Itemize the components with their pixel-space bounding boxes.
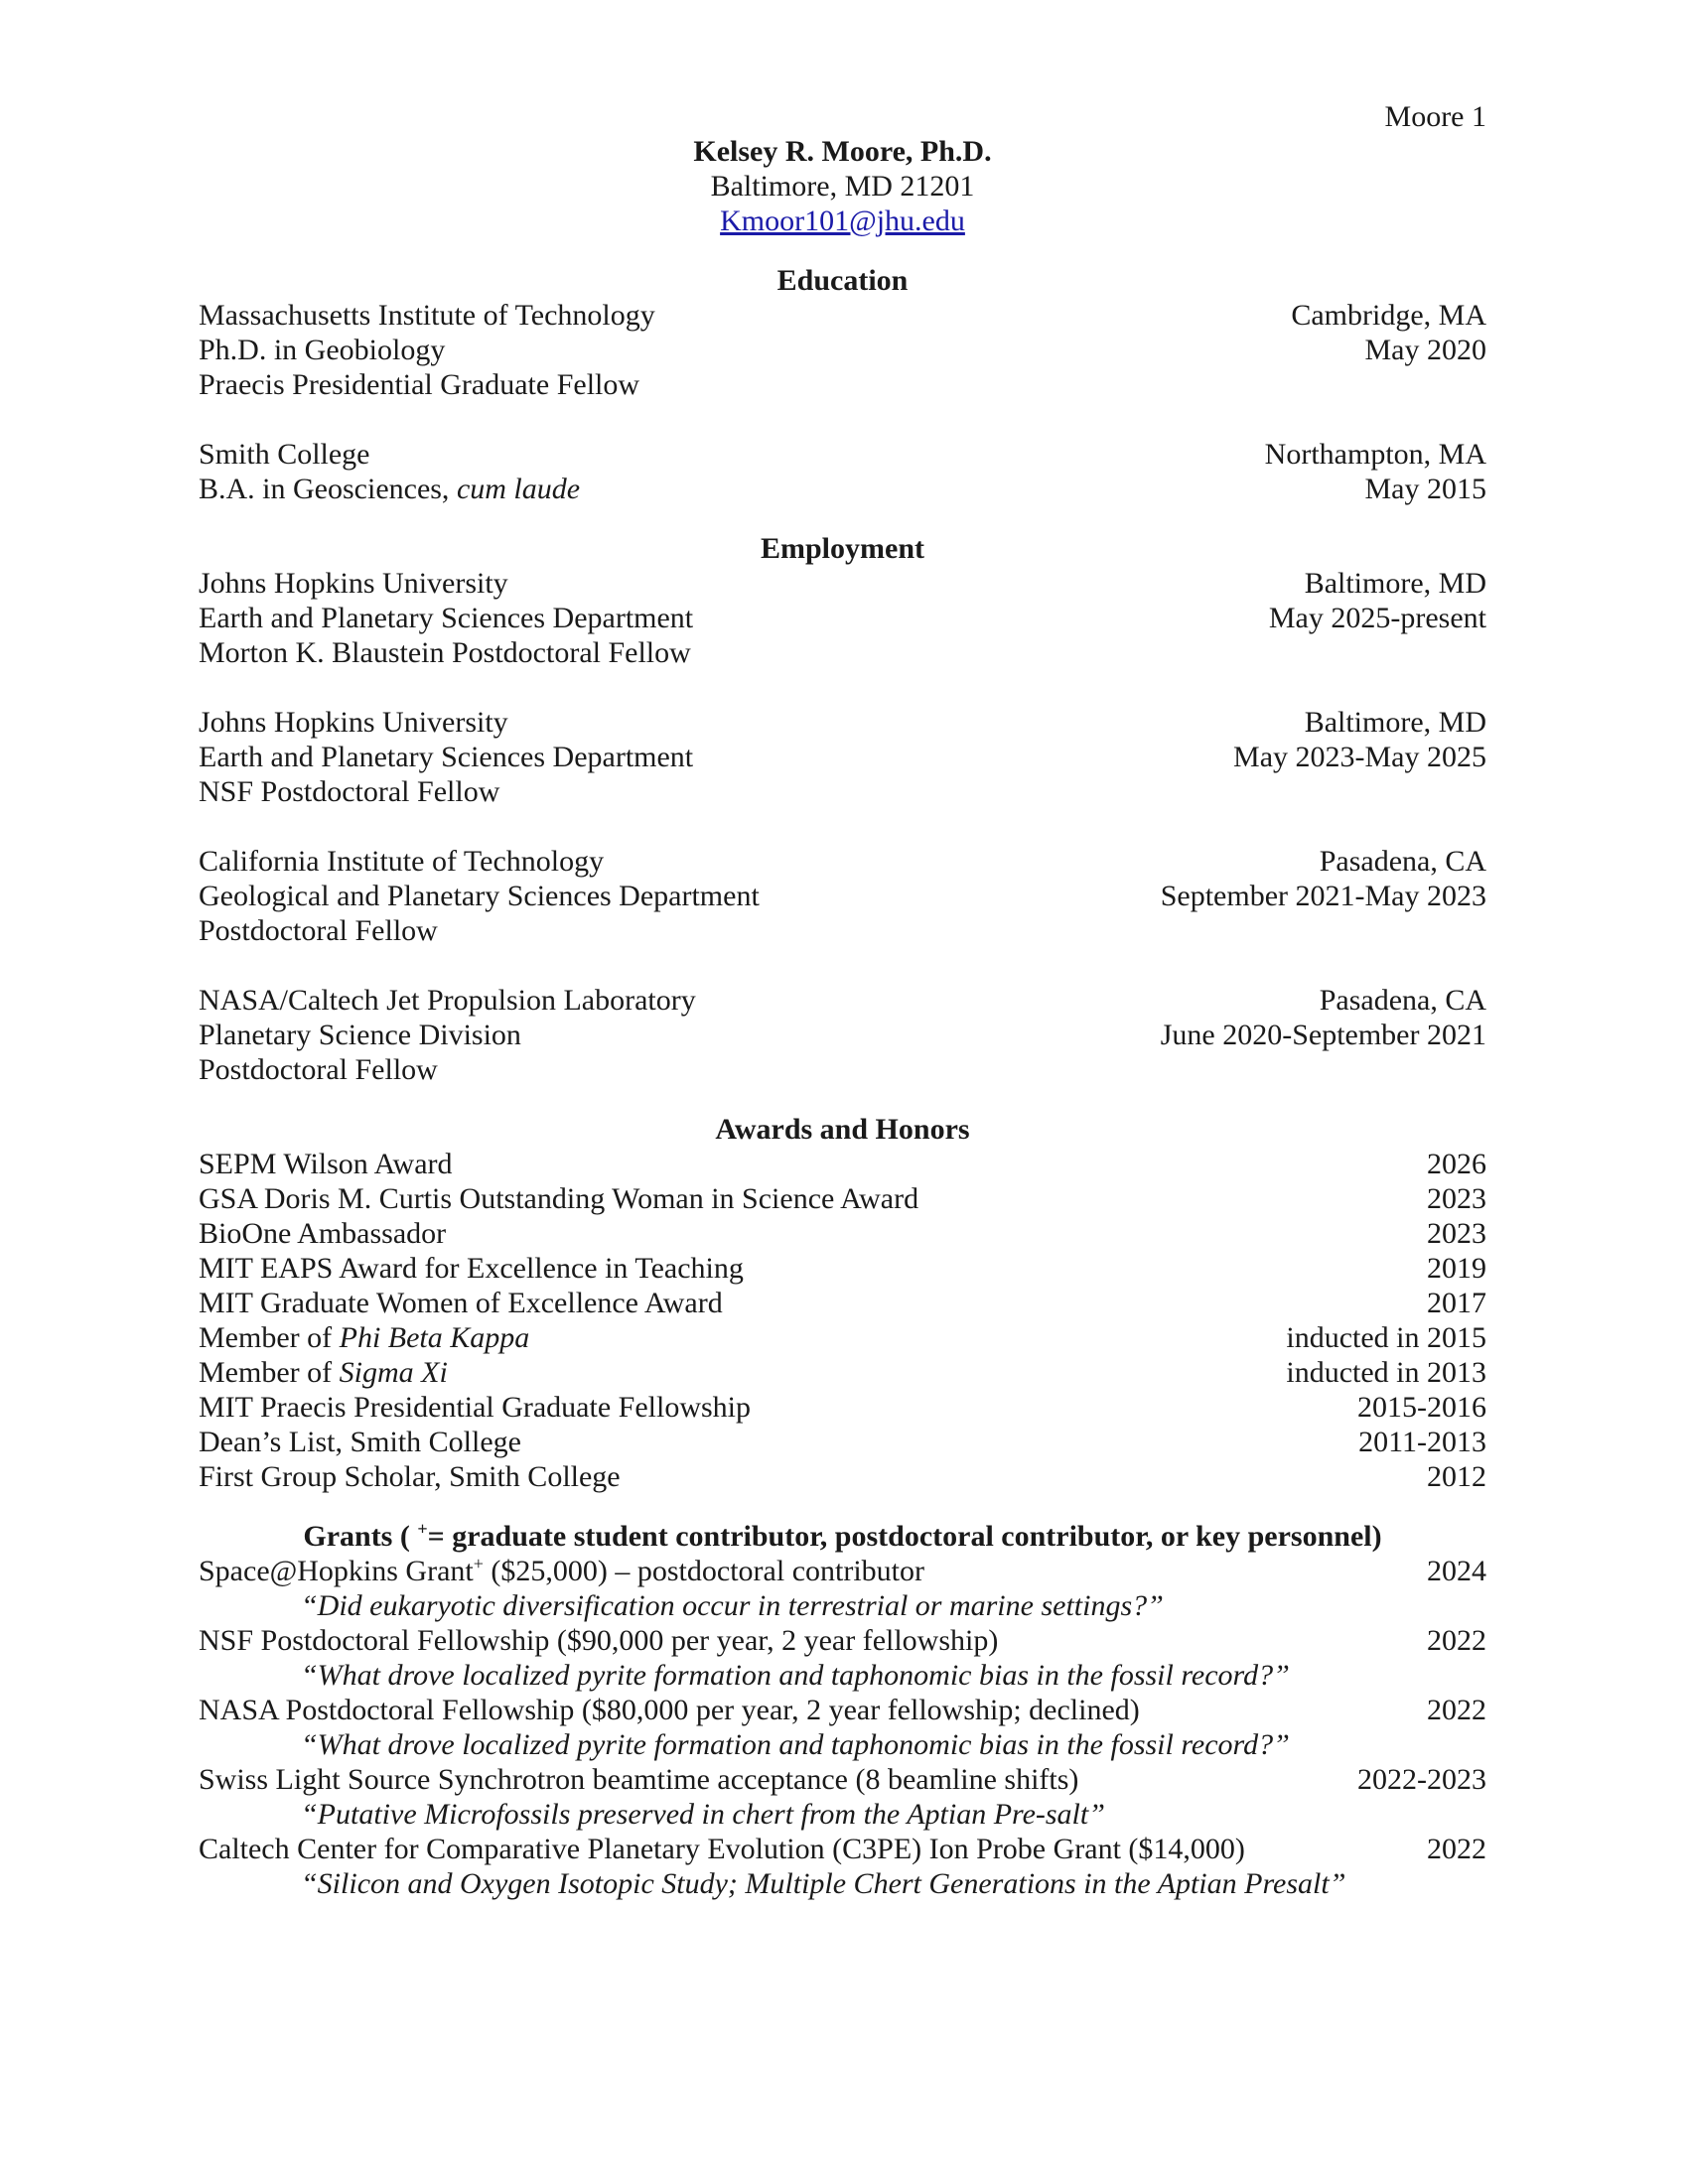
grant-quote: “Did eukaryotic diversification occur in terrestrial or marine settings?” (301, 1589, 1164, 1622)
employment-entry (199, 844, 1486, 948)
award-item: MIT EAPS Award for Excellence in Teaching 2019 (199, 1252, 1486, 1285)
employment-role: Postdoctoral Fellow (199, 914, 438, 947)
education-entry-mit (199, 298, 1486, 402)
awards-heading: Awards and Honors (715, 1113, 970, 1146)
education-degree: B.A. in Geosciences, cum laude (199, 473, 581, 505)
grant-item: NASA Postdoctoral Fellowship ($80,000 per year, 2 year fellowship; declined) 2022 “What drove localized pyrite formation and taphonomic bias in the fossil record?” (199, 1694, 1486, 1761)
grant-quote: “What drove localized pyrite formation and taphonomic bias in the fossil record?” (301, 1728, 1290, 1761)
grants-heading: Grants ( += graduate student contributor, postdoctoral contributor, or key personnel) (303, 1519, 1382, 1553)
awards-list (199, 1147, 1486, 1494)
employment-role: Postdoctoral Fellow (199, 1053, 438, 1086)
education-degree: Ph.D. in Geobiology (199, 334, 446, 366)
employment-entry (199, 705, 1486, 809)
award-item: Dean’s List, Smith College 2011-2013 (199, 1426, 1486, 1458)
education-heading: Education (776, 264, 909, 297)
education-entry-smith (199, 437, 1486, 506)
employment-place: Baltimore, MD (1304, 567, 1486, 600)
award-item: SEPM Wilson Award 2026 (199, 1148, 1486, 1180)
award-item: BioOne Ambassador 2023 (199, 1217, 1486, 1250)
employment-date: May 2023-May 2025 (1233, 741, 1486, 773)
employment-org: California Institute of Technology (199, 845, 605, 878)
education-date: May 2020 (1364, 334, 1486, 366)
grant-item: Space@Hopkins Grant+ ($25,000) – postdoctoral contributor 2024 “Did eukaryotic diversification occur in terrestrial or marine settings?” (199, 1554, 1486, 1622)
employment-org: NASA/Caltech Jet Propulsion Laboratory (199, 984, 696, 1017)
education-date: May 2015 (1364, 473, 1486, 505)
cv-email (199, 204, 1486, 238)
grant-item: Caltech Center for Comparative Planetary Evolution (C3PE) Ion Probe Grant ($14,000) 2022 “Silicon and Oxygen Isotopic Study; Multiple Chert Generations in the Aptian Presalt” (199, 1833, 1486, 1900)
employment-place: Baltimore, MD (1304, 706, 1486, 739)
award-item: Member of Phi Beta Kappa inducted in 2015 (199, 1321, 1486, 1354)
employment-role: Morton K. Blaustein Postdoctoral Fellow (199, 636, 691, 669)
education-institution: Massachusetts Institute of Technology (199, 299, 655, 332)
grant-quote: “What drove localized pyrite formation and taphonomic bias in the fossil record?” (301, 1659, 1290, 1692)
employment-org: Johns Hopkins University (199, 567, 508, 600)
employment-date: September 2021-May 2023 (1160, 880, 1486, 912)
employment-dept: Geological and Planetary Sciences Department (199, 880, 760, 912)
employment-date: May 2025-present (1268, 602, 1486, 634)
employment-entry (199, 566, 1486, 670)
employment-entry (199, 983, 1486, 1087)
employment-date: June 2020-September 2021 (1160, 1019, 1486, 1051)
cv-name: Kelsey R. Moore, Ph.D. (693, 135, 992, 168)
employment-role: NSF Postdoctoral Fellow (199, 775, 500, 808)
award-item: Member of Sigma Xi inducted in 2013 (199, 1356, 1486, 1389)
grant-item: Swiss Light Source Synchrotron beamtime acceptance (8 beamline shifts) 2022-2023 “Putative Microfossils preserved in chert from the Aptian Pre-salt” (199, 1763, 1486, 1831)
employment-org: Johns Hopkins University (199, 706, 508, 739)
employment-place: Pasadena, CA (1319, 845, 1486, 878)
award-item: MIT Praecis Presidential Graduate Fellowship 2015-2016 (199, 1391, 1486, 1424)
email-link[interactable]: Kmoor101@jhu.edu (720, 205, 965, 237)
employment-dept: Earth and Planetary Sciences Department (199, 602, 694, 634)
employment-dept: Earth and Planetary Sciences Department (199, 741, 694, 773)
award-item: MIT Graduate Women of Excellence Award 2017 (199, 1287, 1486, 1319)
education-place: Cambridge, MA (1291, 299, 1486, 332)
grant-quote: “Putative Microfossils preserved in chert from the Aptian Pre-salt” (301, 1798, 1105, 1831)
education-note: Praecis Presidential Graduate Fellow (199, 368, 640, 401)
education-place: Northampton, MA (1264, 438, 1486, 471)
employment-heading: Employment (761, 532, 924, 565)
award-item: GSA Doris M. Curtis Outstanding Woman in Science Award 2023 (199, 1182, 1486, 1215)
employment-place: Pasadena, CA (1319, 984, 1486, 1017)
award-item: First Group Scholar, Smith College 2012 (199, 1460, 1486, 1493)
cv-location: Baltimore, MD 21201 (710, 170, 975, 203)
cv-content (199, 99, 1486, 1901)
page-number: Moore 1 (1384, 100, 1486, 133)
education-institution: Smith College (199, 438, 370, 471)
grant-item: NSF Postdoctoral Fellowship ($90,000 per year, 2 year fellowship) 2022 “What drove localized pyrite formation and taphonomic bias in the fossil record?” (199, 1624, 1486, 1692)
grants-list (199, 1554, 1486, 1901)
employment-dept: Planetary Science Division (199, 1019, 521, 1051)
grant-quote: “Silicon and Oxygen Isotopic Study; Multiple Chert Generations in the Aptian Presalt” (301, 1867, 1346, 1900)
